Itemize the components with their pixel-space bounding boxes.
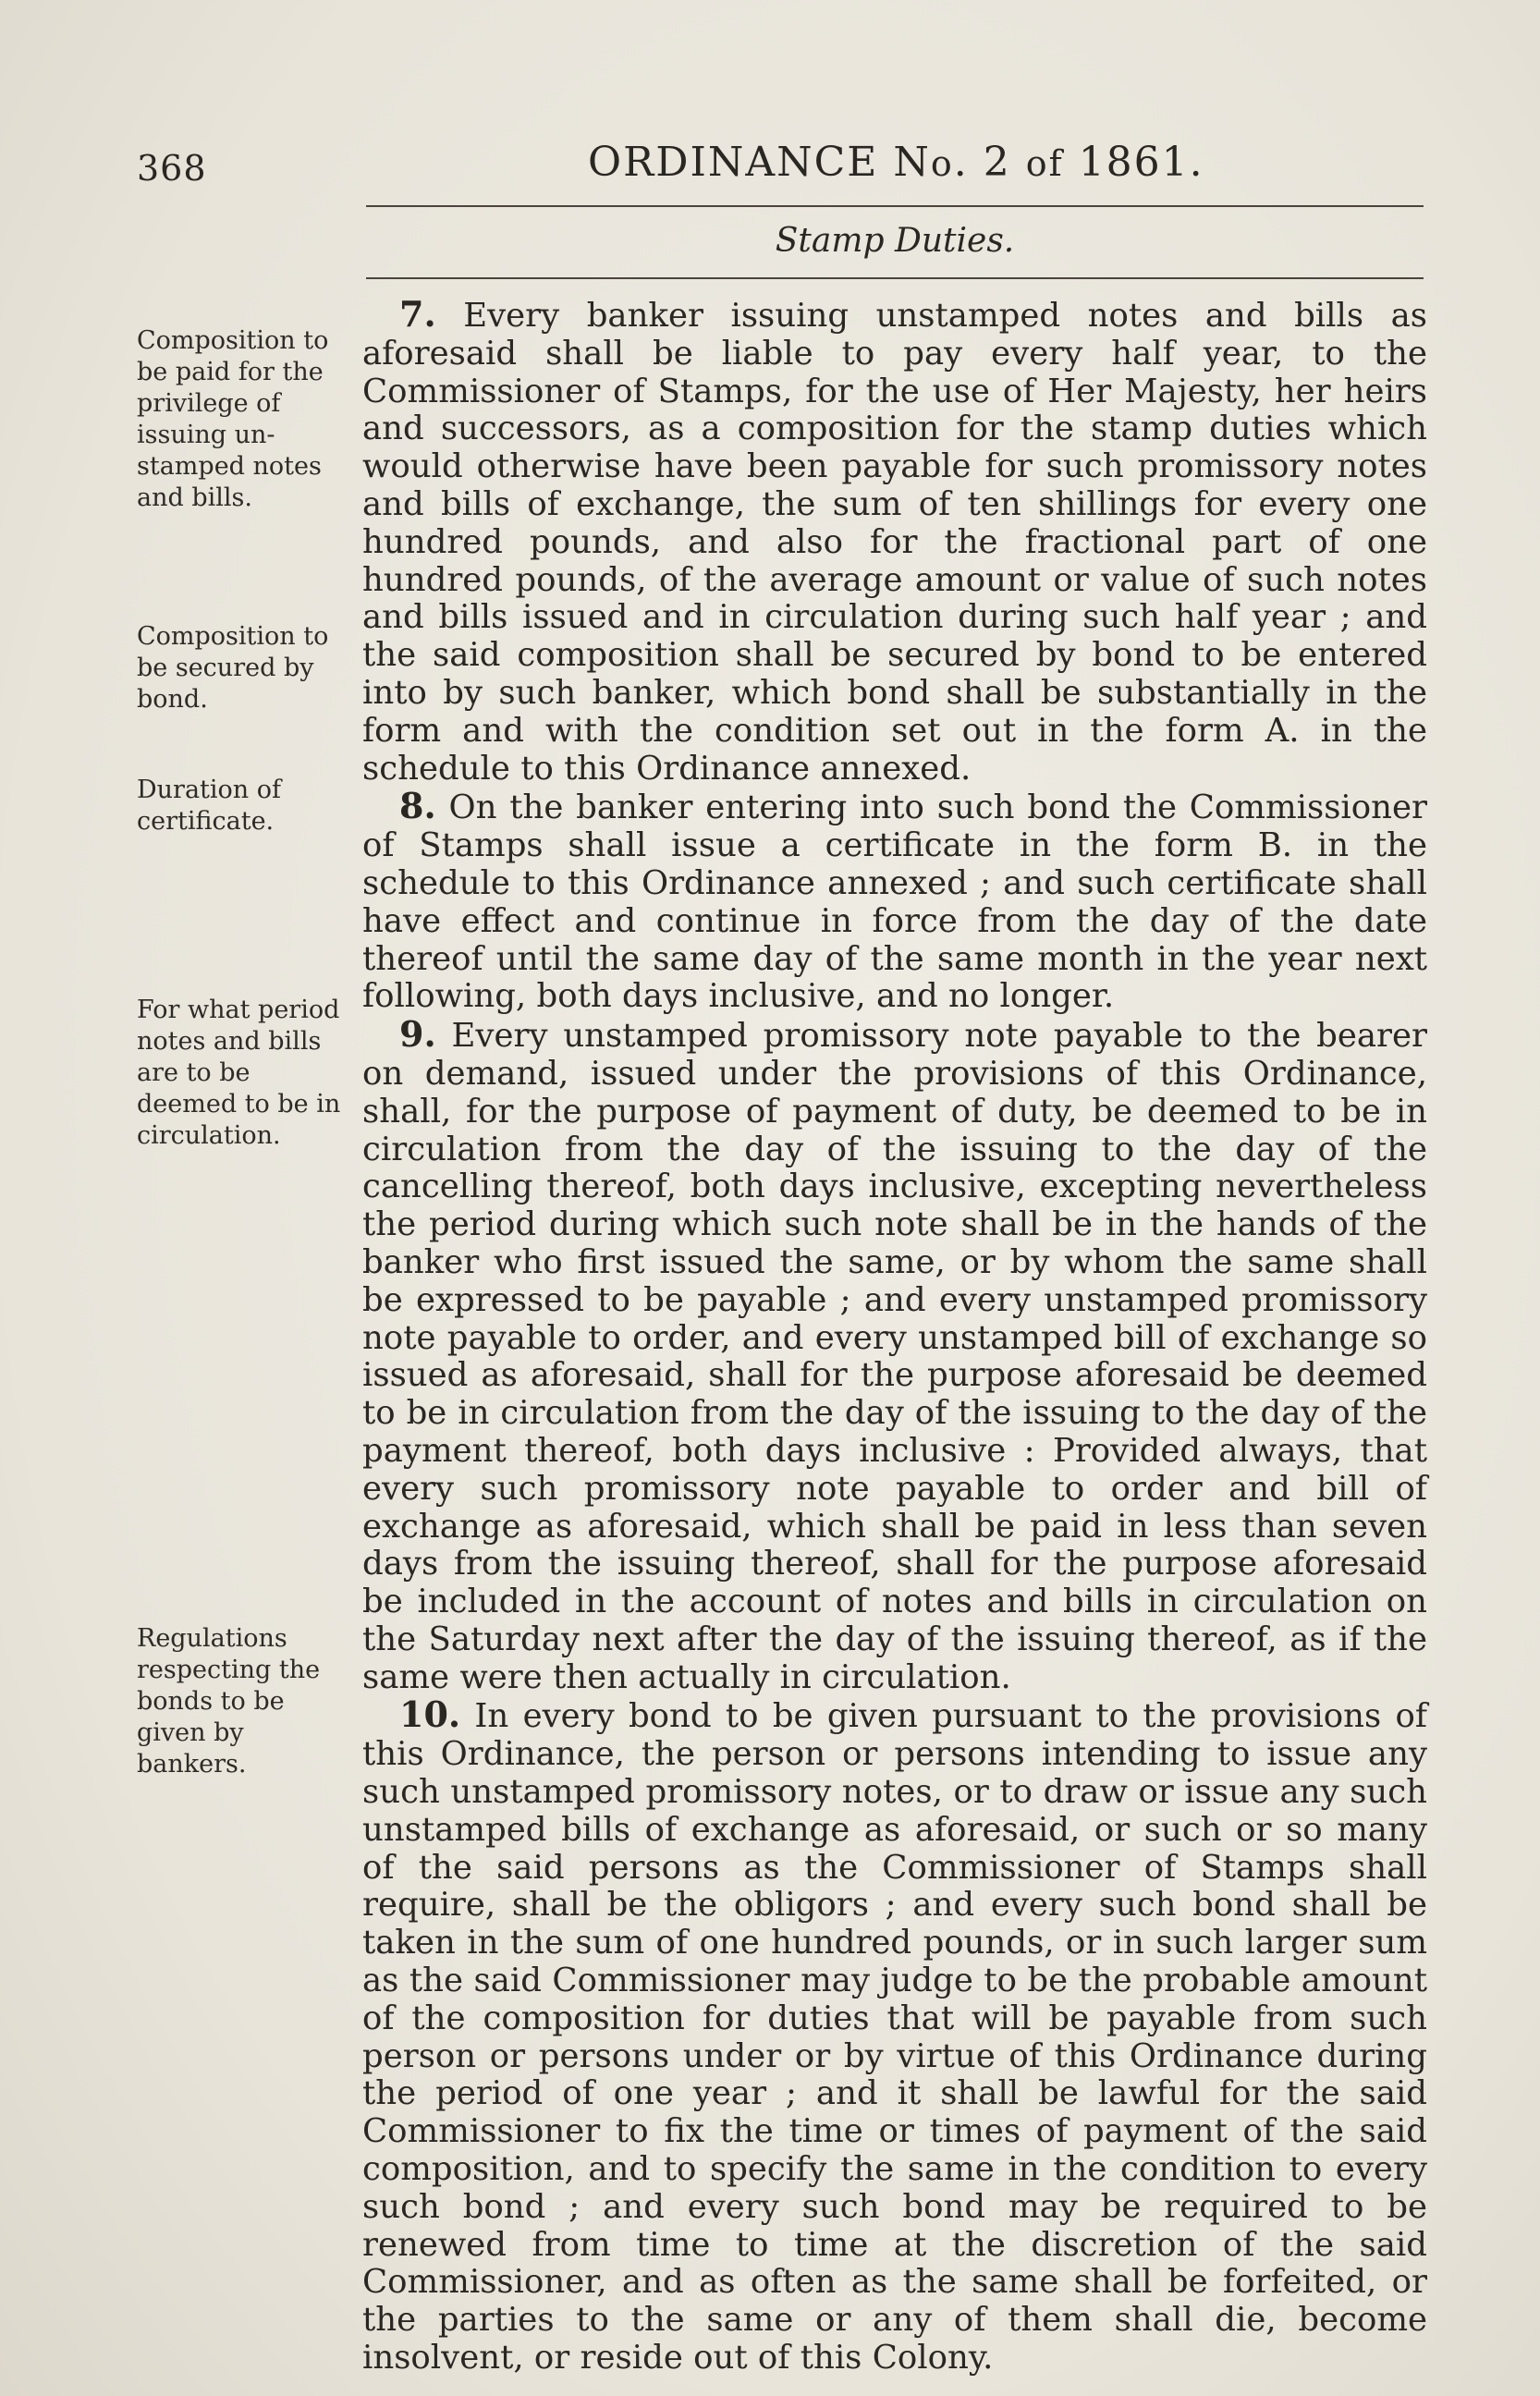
title-small: o [930, 143, 954, 184]
section-number: 10. [399, 1693, 461, 1736]
ordinance-title [588, 139, 1204, 186]
section-number: 9. [399, 1013, 436, 1056]
section-text: On the banker entering into such bond the Commissioner of Stamps shall issue a certificate in the form B. in the schedule to this Ordinance annexed ; and such certificate shall have effect and continue in force from the day of the date thereof until the same day of the same month in the year next following, both days inclusive, and no longer. [362, 788, 1427, 1016]
section-number: 8. [399, 785, 436, 827]
margin-note-circulation: For what period notes and bills are to be deemed to be in circulation. [137, 996, 341, 1150]
title-year: 1861. [1063, 139, 1204, 186]
ordinance-body [362, 293, 1427, 2378]
title-of: of [1025, 143, 1064, 184]
section-8 [362, 785, 1427, 1016]
page-number: 368 [137, 148, 207, 189]
title-rest: . 2 [953, 139, 1026, 186]
title-main: ORDINANCE N [588, 139, 931, 186]
section-10 [362, 1693, 1427, 2378]
header-rule-bottom [366, 277, 1424, 279]
margin-note-composition: Composition to be paid for the privilege of issuing unstamped notes and bills. [137, 326, 329, 512]
section-number: 7. [399, 293, 436, 335]
section-text: In every bond to be given pursuant to the provisions of this Ordinance, the person or persons intending to issue any such unstamped promissory notes, or to draw or issue any such unstamped bills of exchange as aforesaid, or such or so many of the said persons as the Commissioner of Stamps shall require, shall be the obligors ; and every such bond shall be taken in the sum of one hundred pounds, or in such larger sum as the said Commissioner may judge to be the probable amount of the composition for duties that will be payable from such person or persons under or by virtue of this Ordinance during the period of one year ; and it shall be lawful for the said Commissioner to fix the time or times of payment of the said composition, and to specify the same in the condition to every such bond ; and every such bond may be required to be renewed from time to time at the discretion of the said Commissioner, and as often as the same shall be forfeited, or the parties to the same or any of them shall die, become insolvent, or reside out of this Colony. [362, 1697, 1427, 2378]
margin-note-certificate: Duration of certificate. [137, 776, 282, 836]
margin-note-regulations: Regulations respecting the bonds to be given by bankers. [137, 1624, 321, 1779]
section-9 [362, 1013, 1427, 1696]
section-7 [362, 293, 1427, 788]
margin-note-bond: Composition to be secured by bond. [137, 622, 329, 714]
subheading: Stamp Duties. [775, 222, 1015, 260]
section-text: Every banker issuing unstamped notes and bills as aforesaid shall be liable to pay every half year, to the Commissioner of Stamps, for the use of Her Majesty, her heirs and successors, as a composition for the stamp duties which would otherwise have been payable for such promissory notes and bills of exchange, the sum of ten shillings for every one hundred pounds, and also for the fractional part of one hundred pounds, of the average amount or value of such notes and bills issued and in circulation during such half year ; and the said composition shall be secured by bond to be entered into by such banker, which bond shall be substantially in the form and with the condition set out in the form A. in the schedule to this Ordinance annexed. [362, 297, 1427, 788]
section-text: Every unstamped promissory note payable to the bearer on demand, issued under the provisions of this Ordinance, shall, for the purpose of payment of duty, be deemed to be in circulation from the day of the issuing to the day of the cancelling thereof, both days inclusive, excepting nevertheless the period during which such note shall be in the hands of the banker who first issued the same, or by whom the same shall be expressed to be payable ; and every unstamped promissory note payable to order, and every unstamped bill of exchange so issued as aforesaid, shall for the purpose aforesaid be deemed to be in circulation from the day of the issuing to the day of the payment thereof, both days inclusive : Provided always, that every such promissory note payable to order and bill of exchange as aforesaid, which shall be paid in less than seven days from the issuing thereof, shall for the purpose aforesaid be included in the account of notes and bills in circulation on the Saturday next after the day of the issuing thereof, as if the same were then actually in circulation. [362, 1017, 1427, 1696]
header-rule-top [366, 205, 1424, 207]
